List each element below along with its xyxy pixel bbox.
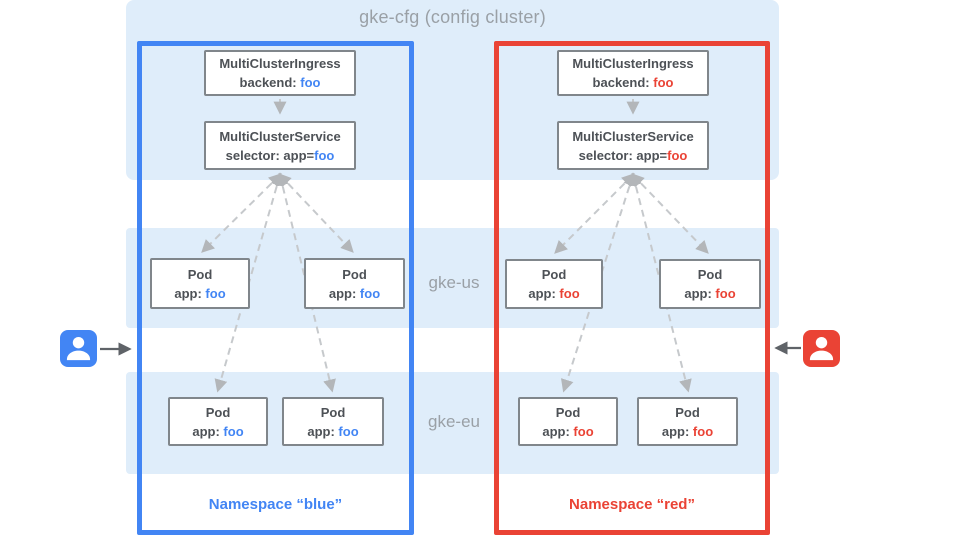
red-pod-gke-eu-1 — [518, 397, 618, 446]
blue-multiclusterservice-node — [204, 121, 356, 170]
node-detail: app: foo — [542, 423, 594, 439]
red-pod-gke-us-2 — [659, 259, 761, 309]
person-glyph — [803, 330, 840, 367]
node-detail: app: foo — [528, 286, 580, 301]
node-detail: app: foo — [192, 423, 244, 439]
red-pod-gke-eu-2 — [637, 397, 738, 446]
node-title: Pod — [697, 267, 723, 282]
node-detail: selector: app=foo — [225, 147, 335, 163]
node-detail: backend: foo — [239, 75, 321, 90]
node-title: Pod — [541, 267, 567, 282]
node-detail: app: foo — [661, 423, 714, 439]
node-title: Pod — [675, 404, 700, 420]
node-title: MultiClusterIngress — [219, 56, 341, 71]
user-icon — [803, 330, 840, 367]
gke-us-label: gke-us — [428, 273, 480, 292]
red-pod-gke-us-1 — [505, 259, 603, 309]
node-detail: app: foo — [307, 423, 359, 439]
gke-eu-label: gke-eu — [428, 412, 480, 431]
node-title: MultiClusterService — [572, 128, 694, 144]
red-multiclusteringress-node — [557, 50, 709, 96]
node-detail: backend: foo — [592, 75, 674, 90]
blue-pod-gke-us-1 — [150, 258, 250, 309]
person-glyph — [60, 330, 97, 367]
blue-pod-gke-eu-1 — [168, 397, 268, 446]
node-detail: app: foo — [174, 285, 226, 301]
blue-pod-gke-us-2 — [304, 258, 405, 309]
namespace-red-caption: Namespace “red” — [569, 496, 695, 513]
blue-pod-gke-eu-2 — [282, 397, 384, 446]
node-title: MultiClusterService — [219, 128, 341, 144]
node-title: Pod — [555, 404, 581, 420]
node-title: Pod — [187, 266, 213, 282]
node-detail: app: foo — [684, 286, 736, 301]
namespace-blue-caption: Namespace “blue” — [208, 496, 343, 513]
user-icon — [60, 330, 97, 367]
node-title: Pod — [320, 404, 346, 420]
blue-multiclusteringress-node — [204, 50, 356, 96]
node-title: Pod — [205, 404, 231, 420]
red-multiclusterservice-node — [557, 121, 709, 170]
config-cluster-title: gke-cfg (config cluster) — [359, 7, 546, 27]
node-detail: app: foo — [328, 285, 381, 301]
node-title: MultiClusterIngress — [572, 56, 694, 71]
node-title: Pod — [342, 266, 367, 282]
node-detail: selector: app=foo — [578, 147, 688, 163]
